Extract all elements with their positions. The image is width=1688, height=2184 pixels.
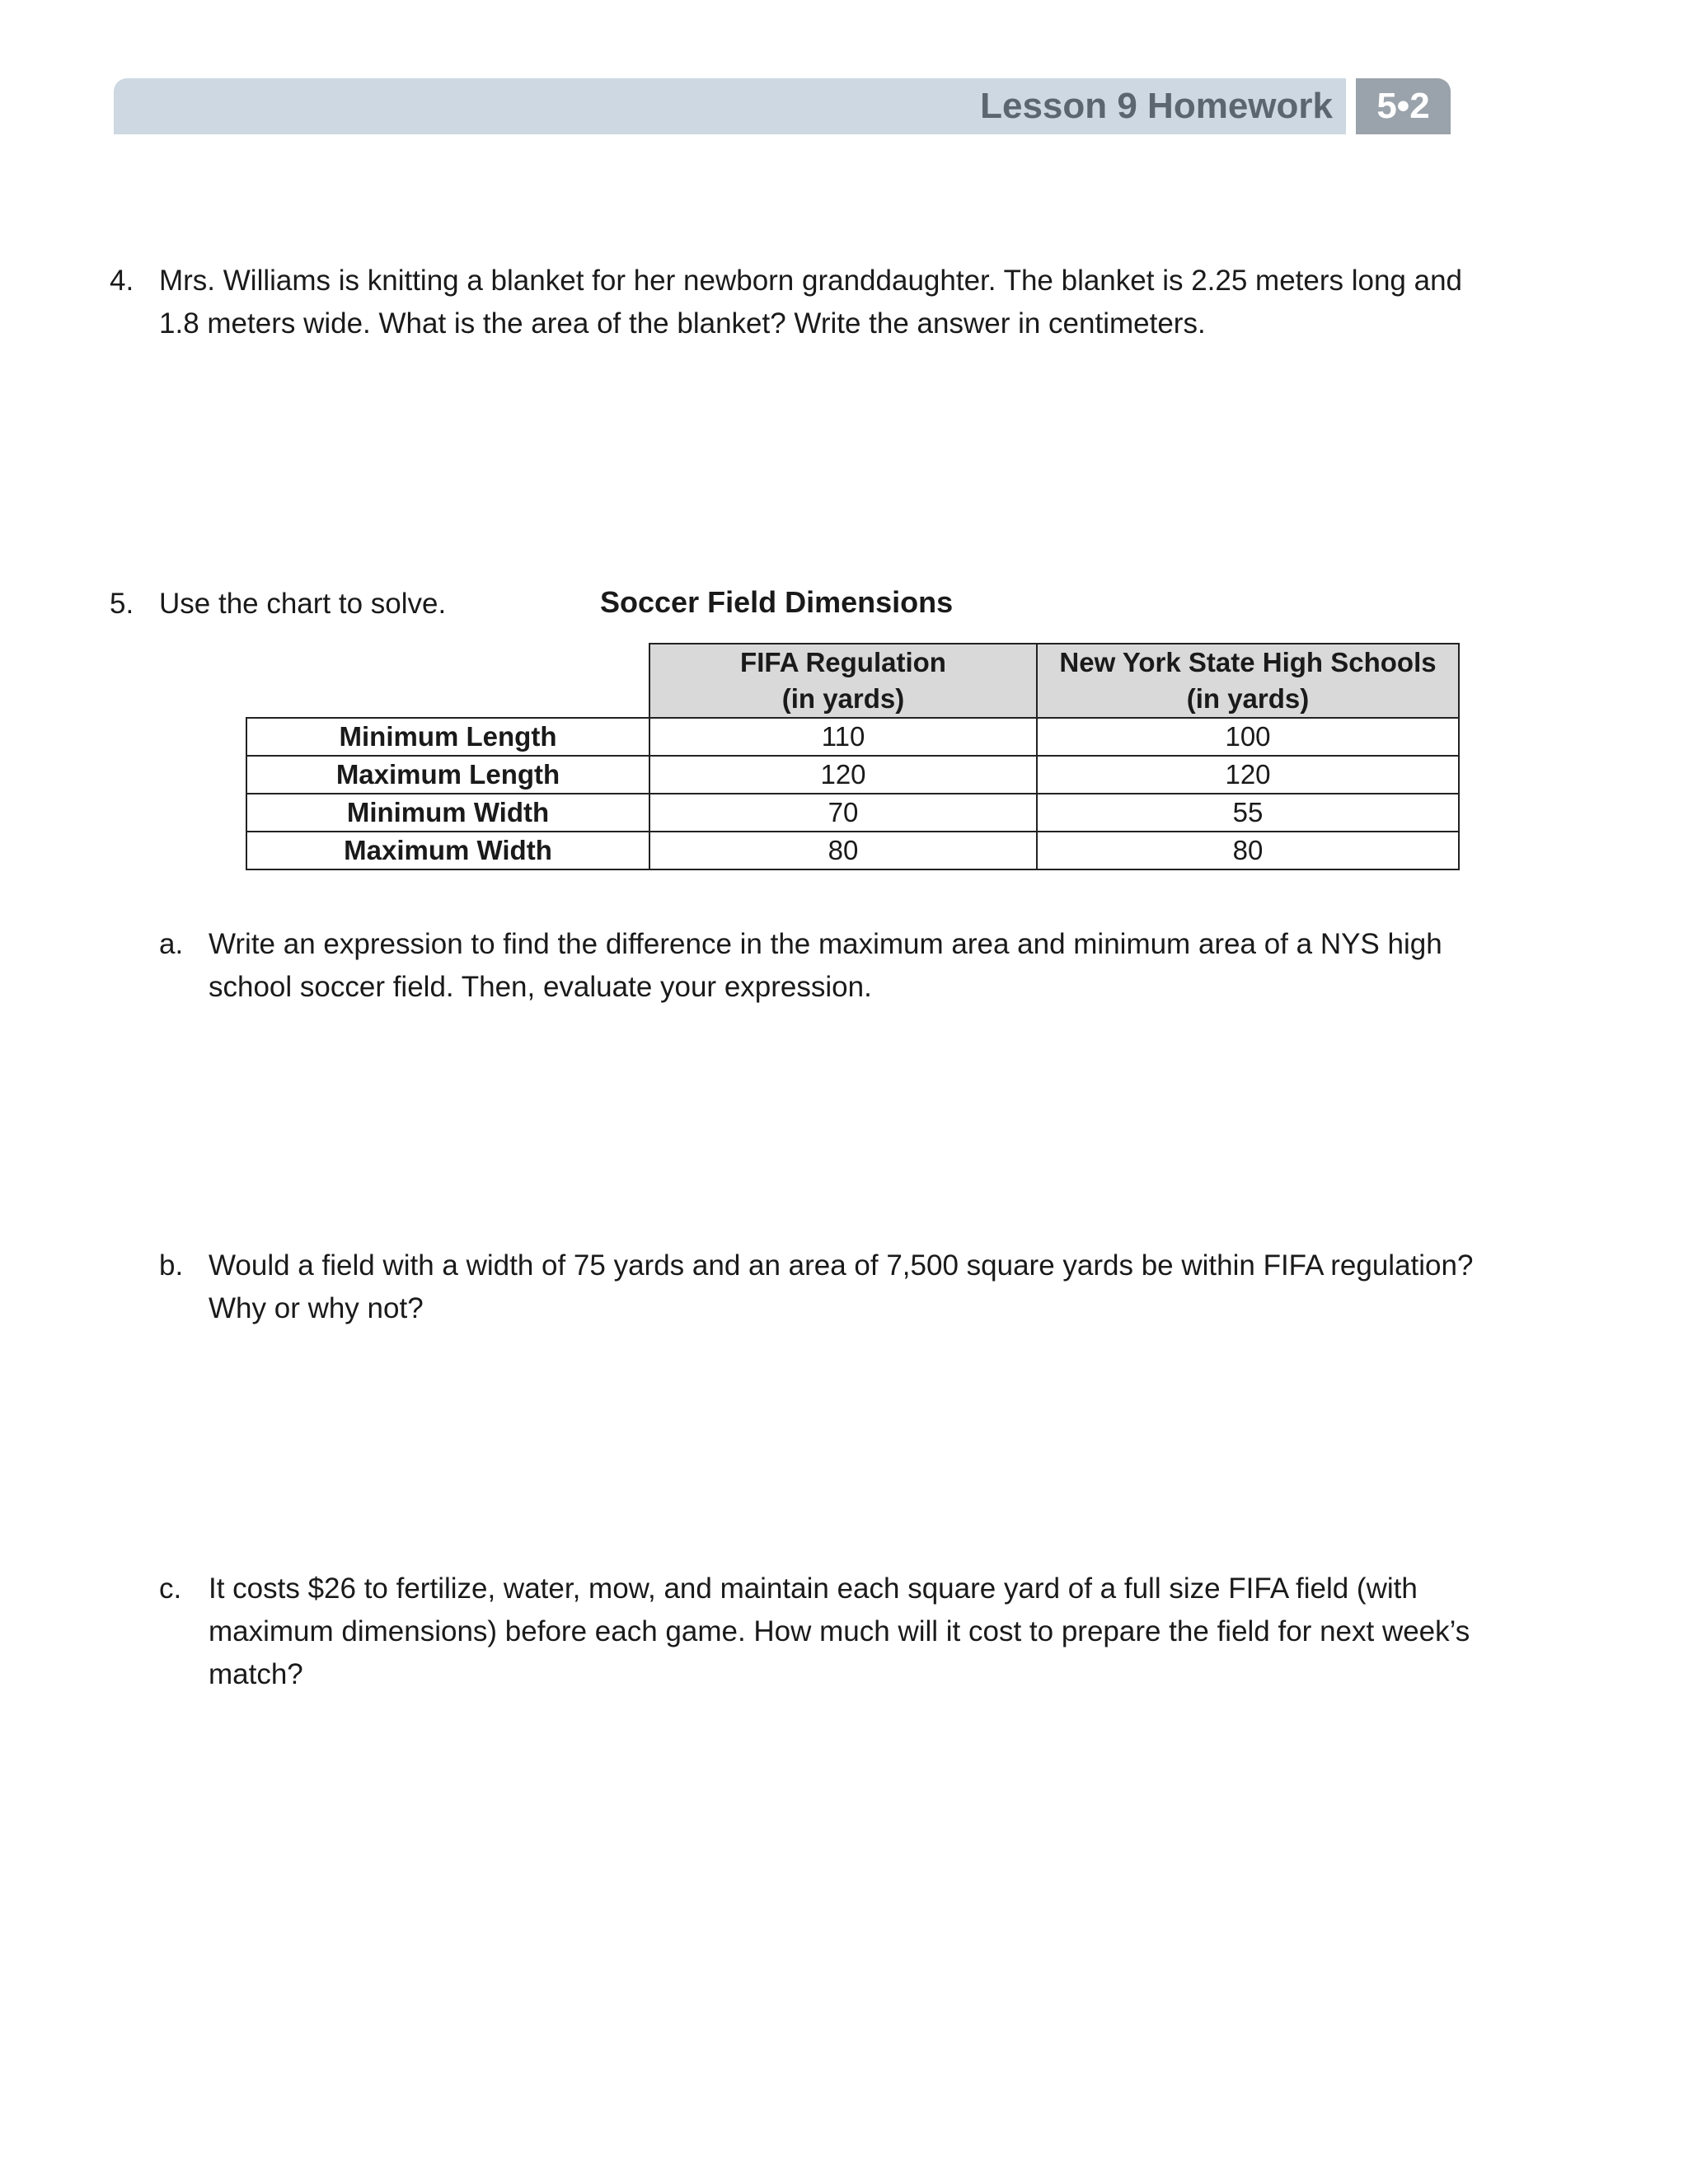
row-label: Maximum Length xyxy=(246,756,649,794)
table-row xyxy=(246,756,1459,794)
row-label: Minimum Length xyxy=(246,718,649,756)
table-title: Soccer Field Dimensions xyxy=(600,585,954,619)
question-4-number: 4. xyxy=(110,265,134,297)
fifa-value: 70 xyxy=(649,794,1037,832)
column-header-fifa xyxy=(649,644,1037,718)
column-header-fifa-line-1: FIFA Regulation xyxy=(740,647,946,677)
question-4-line-1: Mrs. Williams is knitting a blanket for her newborn granddaughter. The blanket is 2.25 meters long and xyxy=(159,265,1463,297)
part-c-line-3: match? xyxy=(209,1658,303,1690)
table-row xyxy=(246,832,1459,869)
part-a-line-1: Write an expression to find the difference in the maximum area and minimum area of a NYS high xyxy=(209,928,1442,960)
part-c-line-2: maximum dimensions) before each game. How much will it cost to prepare the field for next week’s xyxy=(209,1615,1470,1647)
part-b-letter: b. xyxy=(159,1249,184,1282)
nys-value: 55 xyxy=(1037,794,1459,832)
soccer-dimensions-table xyxy=(246,643,1460,870)
question-4-line-2: 1.8 meters wide. What is the area of the blanket? Write the answer in centimeters. xyxy=(159,307,1206,340)
table-corner-cell xyxy=(246,644,649,718)
part-c-line-1: It costs $26 to fertilize, water, mow, and maintain each square yard of a full size FIFA field (with xyxy=(209,1572,1418,1605)
column-header-nys xyxy=(1037,644,1459,718)
lesson-title: Lesson 9 Homework xyxy=(980,86,1333,126)
part-c-letter: c. xyxy=(159,1572,182,1605)
fifa-value: 120 xyxy=(649,756,1037,794)
module-badge: 5•2 xyxy=(1356,78,1451,134)
question-5-number: 5. xyxy=(110,588,134,620)
question-5-prompt: Use the chart to solve. xyxy=(159,588,447,620)
fifa-value: 110 xyxy=(649,718,1037,756)
nys-value: 120 xyxy=(1037,756,1459,794)
table-row xyxy=(246,794,1459,832)
nys-value: 100 xyxy=(1037,718,1459,756)
column-header-nys-line-1: New York State High Schools xyxy=(1059,647,1437,677)
table-header-row xyxy=(246,644,1459,718)
header-bar xyxy=(114,78,1346,134)
part-a-letter: a. xyxy=(159,928,184,960)
fifa-value: 80 xyxy=(649,832,1037,869)
part-a-line-2: school soccer field. Then, evaluate your expression. xyxy=(209,971,872,1003)
table-row xyxy=(246,718,1459,756)
part-b-line-1: Would a field with a width of 75 yards and an area of 7,500 square yards be within FIFA regulation? xyxy=(209,1249,1474,1282)
row-label: Maximum Width xyxy=(246,832,649,869)
row-label: Minimum Width xyxy=(246,794,649,832)
column-header-nys-line-2: (in yards) xyxy=(1186,683,1310,714)
part-b-line-2: Why or why not? xyxy=(209,1292,424,1324)
column-header-fifa-line-2: (in yards) xyxy=(781,683,905,714)
nys-value: 80 xyxy=(1037,832,1459,869)
